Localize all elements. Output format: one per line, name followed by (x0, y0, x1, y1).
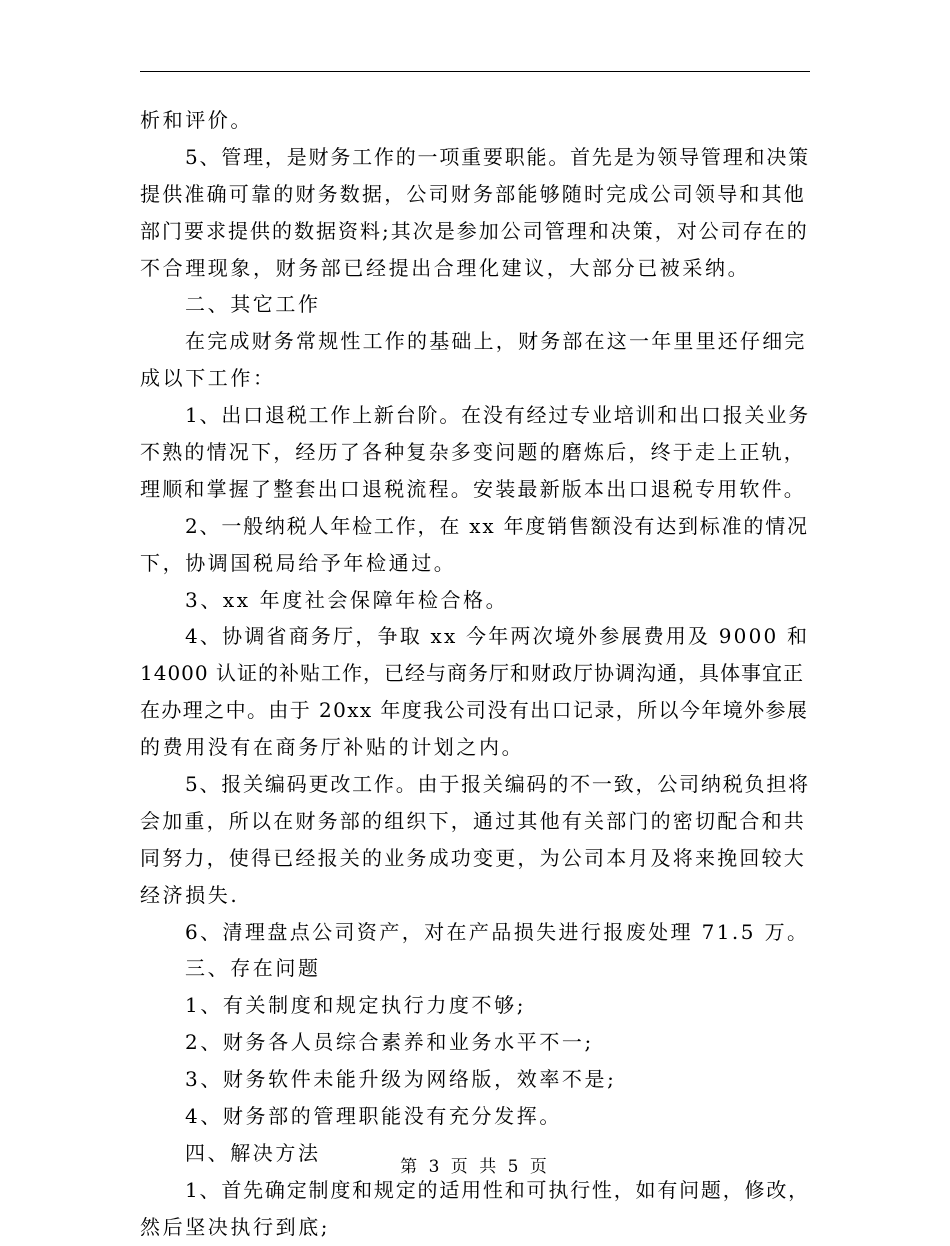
text-line: 二、其它工作 (185, 292, 321, 317)
text-line: 14000 认证的补贴工作，已经与商务厅和财政厅协调沟通，具体事宜正 (140, 661, 804, 686)
text-line: 2、一般纳税人年检工作，在 xx 年度销售额没有达到标准的情况 (185, 513, 809, 538)
text-line: 6、清理盘点公司资产，对在产品损失进行报废处理 71.5 万。 (185, 919, 810, 944)
text-line: 5、管理，是财务工作的一项重要职能。首先是为领导管理和决策 (185, 144, 810, 169)
text-line: 的费用没有在商务厅补贴的计划之内。 (140, 735, 525, 760)
header-rule (140, 71, 810, 72)
text-line: 会加重，所以在财务部的组织下，通过其他有关部门的密切配合和共 (140, 808, 806, 833)
body-text (140, 102, 810, 1246)
page-footer: 第 3 页 共 5 页 (400, 1157, 550, 1177)
text-line: 三、存在问题 (185, 956, 321, 981)
text-line: 在办理之中。由于 20xx 年度我公司没有出口记录，所以今年境外参展 (140, 698, 809, 723)
text-line: 1、首先确定制度和规定的适用性和可执行性，如有问题，修改， (185, 1177, 810, 1202)
text-line: 3、xx 年度社会保障年检合格。 (185, 587, 509, 612)
text-line: 1、有关制度和规定执行力度不够; (185, 993, 527, 1018)
text-line: 然后坚决执行到底; (140, 1214, 331, 1239)
text-line: 1、出口退税工作上新台阶。在没有经过专业培训和出口报关业务 (185, 403, 810, 428)
text-line: 下，协调国税局给予年检通过。 (140, 550, 457, 575)
text-line: 4、财务部的管理职能没有充分发挥。 (185, 1104, 562, 1129)
text-line: 提供准确可靠的财务数据，公司财务部能够随时完成公司领导和其他 (140, 181, 806, 206)
text-line: 成以下工作： (140, 366, 276, 391)
text-line: 不合理现象，财务部已经提出合理化建议，大部分已被采纳。 (140, 255, 751, 280)
text-line: 析和评价。 (140, 108, 253, 132)
text-line: 5、报关编码更改工作。由于报关编码的不一致，公司纳税负担将 (185, 772, 810, 797)
text-line: 3、财务软件未能升级为网络版，效率不是; (185, 1067, 617, 1092)
text-line: 同努力，使得已经报关的业务成功变更，为公司本月及将来挽回较大 (140, 845, 806, 870)
text-line: 理顺和掌握了整套出口退税流程。安装最新版本出口退税专用软件。 (140, 476, 806, 501)
text-line: 2、财务各人员综合素养和业务水平不一; (185, 1030, 594, 1055)
text-line: 4、协调省商务厅，争取 xx 今年两次境外参展费用及 9000 和 (185, 624, 810, 649)
text-line: 部门要求提供的数据资料;其次是参加公司管理和决策，对公司存在的 (140, 218, 809, 243)
text-line: 不熟的情况下，经历了各种复杂多变问题的磨炼后，终于走上正轨， (140, 440, 806, 465)
text-line: 四、解决方法 (185, 1140, 321, 1165)
text-line: 在完成财务常规性工作的基础上，财务部在这一年里里还仔细完 (185, 329, 807, 354)
text-line: 经济损失. (140, 882, 240, 907)
